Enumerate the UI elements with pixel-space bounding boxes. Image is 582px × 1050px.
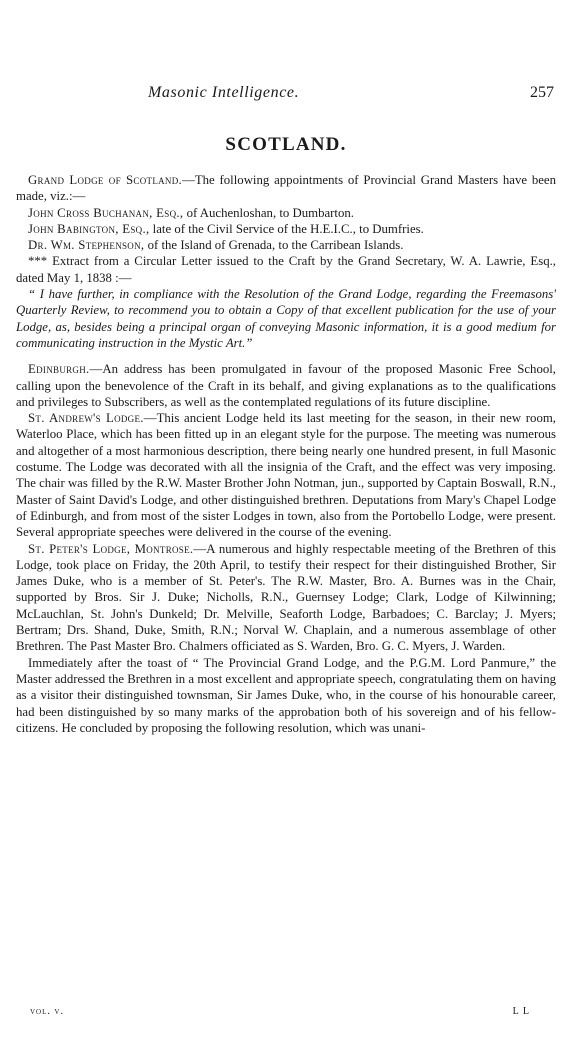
quotation-text: “ I have further, in compliance with the Resolution of the Grand Lodge, regarding the Freemasons' Quarterly Review, to recommend you to obtain a Copy of that excellent publication for the use of your Lodge, as, besides being a principal organ of conveying Masonic information, it is a good medium for communicating instruction in the Mystic Art.”: [16, 287, 556, 350]
paragraph-toast: [16, 655, 556, 736]
paragraph-text: late of the Civil Service of the H.E.I.C., to Dumfries.: [149, 221, 424, 236]
paragraph-text: —An address has been promulgated in favour of the proposed Masonic Free School, calling upon the benevolence of the Craft in its behalf, and giving explanations as to the qualifications and privileges to Subscribers, as well as the contemplated regulations of its future discipline.: [16, 362, 556, 409]
section-title: SCOTLAND.: [225, 134, 347, 155]
paragraph-appointment-buchanan: [16, 205, 556, 221]
page-footer: [16, 1006, 556, 1020]
paragraph-lead: John Cross Buchanan, Esq.,: [28, 205, 184, 220]
paragraph-text: —This ancient Lodge held its last meeting for the season, in their new room, Waterloo Place, which has been fitted up in an elegant style for the purpose. The meeting was numerous and altogether of a most harmonious description, there being nearly one hundred present, in full Masonic costume. The Lodge was decorated with all the insignia of the Craft, and the effect was very imposing. The chair was filled by the R.W. Master Brother John Notman, jun., supported by Captain Boswall, R.N., Master of Saint David's Lodge, and other distinguished brethren. Deputations from Mary's Chapel Lodge of Edinburgh, and from most of the sister Lodges in town, also from the Portobello Lodge, were present. Several appropriate speeches were delivered in the course of the evening.: [16, 411, 557, 540]
paragraph-appointment-stephenson: [16, 237, 556, 253]
paragraph-text: Immediately after the toast of “ The Provincial Grand Lodge, and the P.G.M. Lord Panmure,” the Master addressed the Brethren in a most excellent and appropriate speech, congratulating them on having as a visitor their distinguished townsman, Sir James Duke, who, in the course of his honourable career, had been distinguished by so many marks of the approbation both of his sovereign and of his fellow-citizens. He concluded by proposing the following resolution, which was unani-: [16, 655, 556, 735]
paragraph-lead: Edinburgh.: [28, 362, 90, 377]
paragraph-text: —The following appointments of Provincial Grand Masters have been made, viz.:—: [16, 173, 556, 204]
paragraph-st-andrews-lodge: [16, 410, 556, 540]
running-title: Masonic Intelligence.: [148, 84, 300, 101]
paragraph-circular-extract: [16, 253, 556, 286]
paragraph-lead: Dr. Wm. Stephenson,: [28, 238, 145, 253]
signature-mark: L L: [512, 1006, 530, 1017]
paragraph-st-peters-lodge: [16, 541, 556, 655]
paragraph-text: of Auchenloshan, to Dumbarton.: [183, 205, 354, 220]
paragraph-spacer: [16, 351, 556, 361]
paragraph-lead: John Babington, Esq.,: [28, 221, 150, 236]
article-body: [16, 172, 556, 736]
volume-mark: vol. v.: [30, 1006, 64, 1017]
paragraph-text: of the Island of Grenada, to the Carribean Islands.: [144, 238, 404, 253]
running-head: [16, 84, 556, 106]
paragraph-lead: Grand Lodge of Scotland.: [28, 173, 183, 187]
paragraph-edinburgh: [16, 361, 556, 410]
quotation: [16, 286, 556, 351]
paragraph-text: —A numerous and highly respectable meeting of the Brethren of this Lodge, took place on Friday, the 20th April, to testify their respect for their distinguished Brother, Sir James Duke, who is a member of St. Peter's. The R.W. Master, Bro. A. Burnes was in the Chair, supported by Bros. Sir J. Duke; Nicholls, R.N., Guernsey Lodge; Clark, Lodge of Kilwinning; McLauchlan, St. John's Dunkeld; Dr. Melville, Seaforth Lodge, Barbadoes; C. Barclay; J. Myers; Bertram; Drs. Shand, Duke, Smith, R.N.; Norval W. Chaplain, and a numerous assemblage of other Brethren. The Past Master Bro. Chalmers officiated as S. Warden, Bro. G. C. Myers, J. Warden.: [16, 541, 556, 654]
page-number: 257: [530, 84, 554, 101]
paragraph-grand-lodge: [16, 172, 556, 205]
paragraph-lead: St. Peter's Lodge, Montrose.: [28, 541, 194, 556]
paragraph-appointment-babington: [16, 221, 556, 237]
paragraph-text: *** Extract from a Circular Letter issued to the Craft by the Grand Secretary, W. A. Lawrie, Esq., dated May 1, 1838 :—: [16, 254, 556, 285]
paragraph-lead: St. Andrew's Lodge.: [28, 411, 144, 426]
